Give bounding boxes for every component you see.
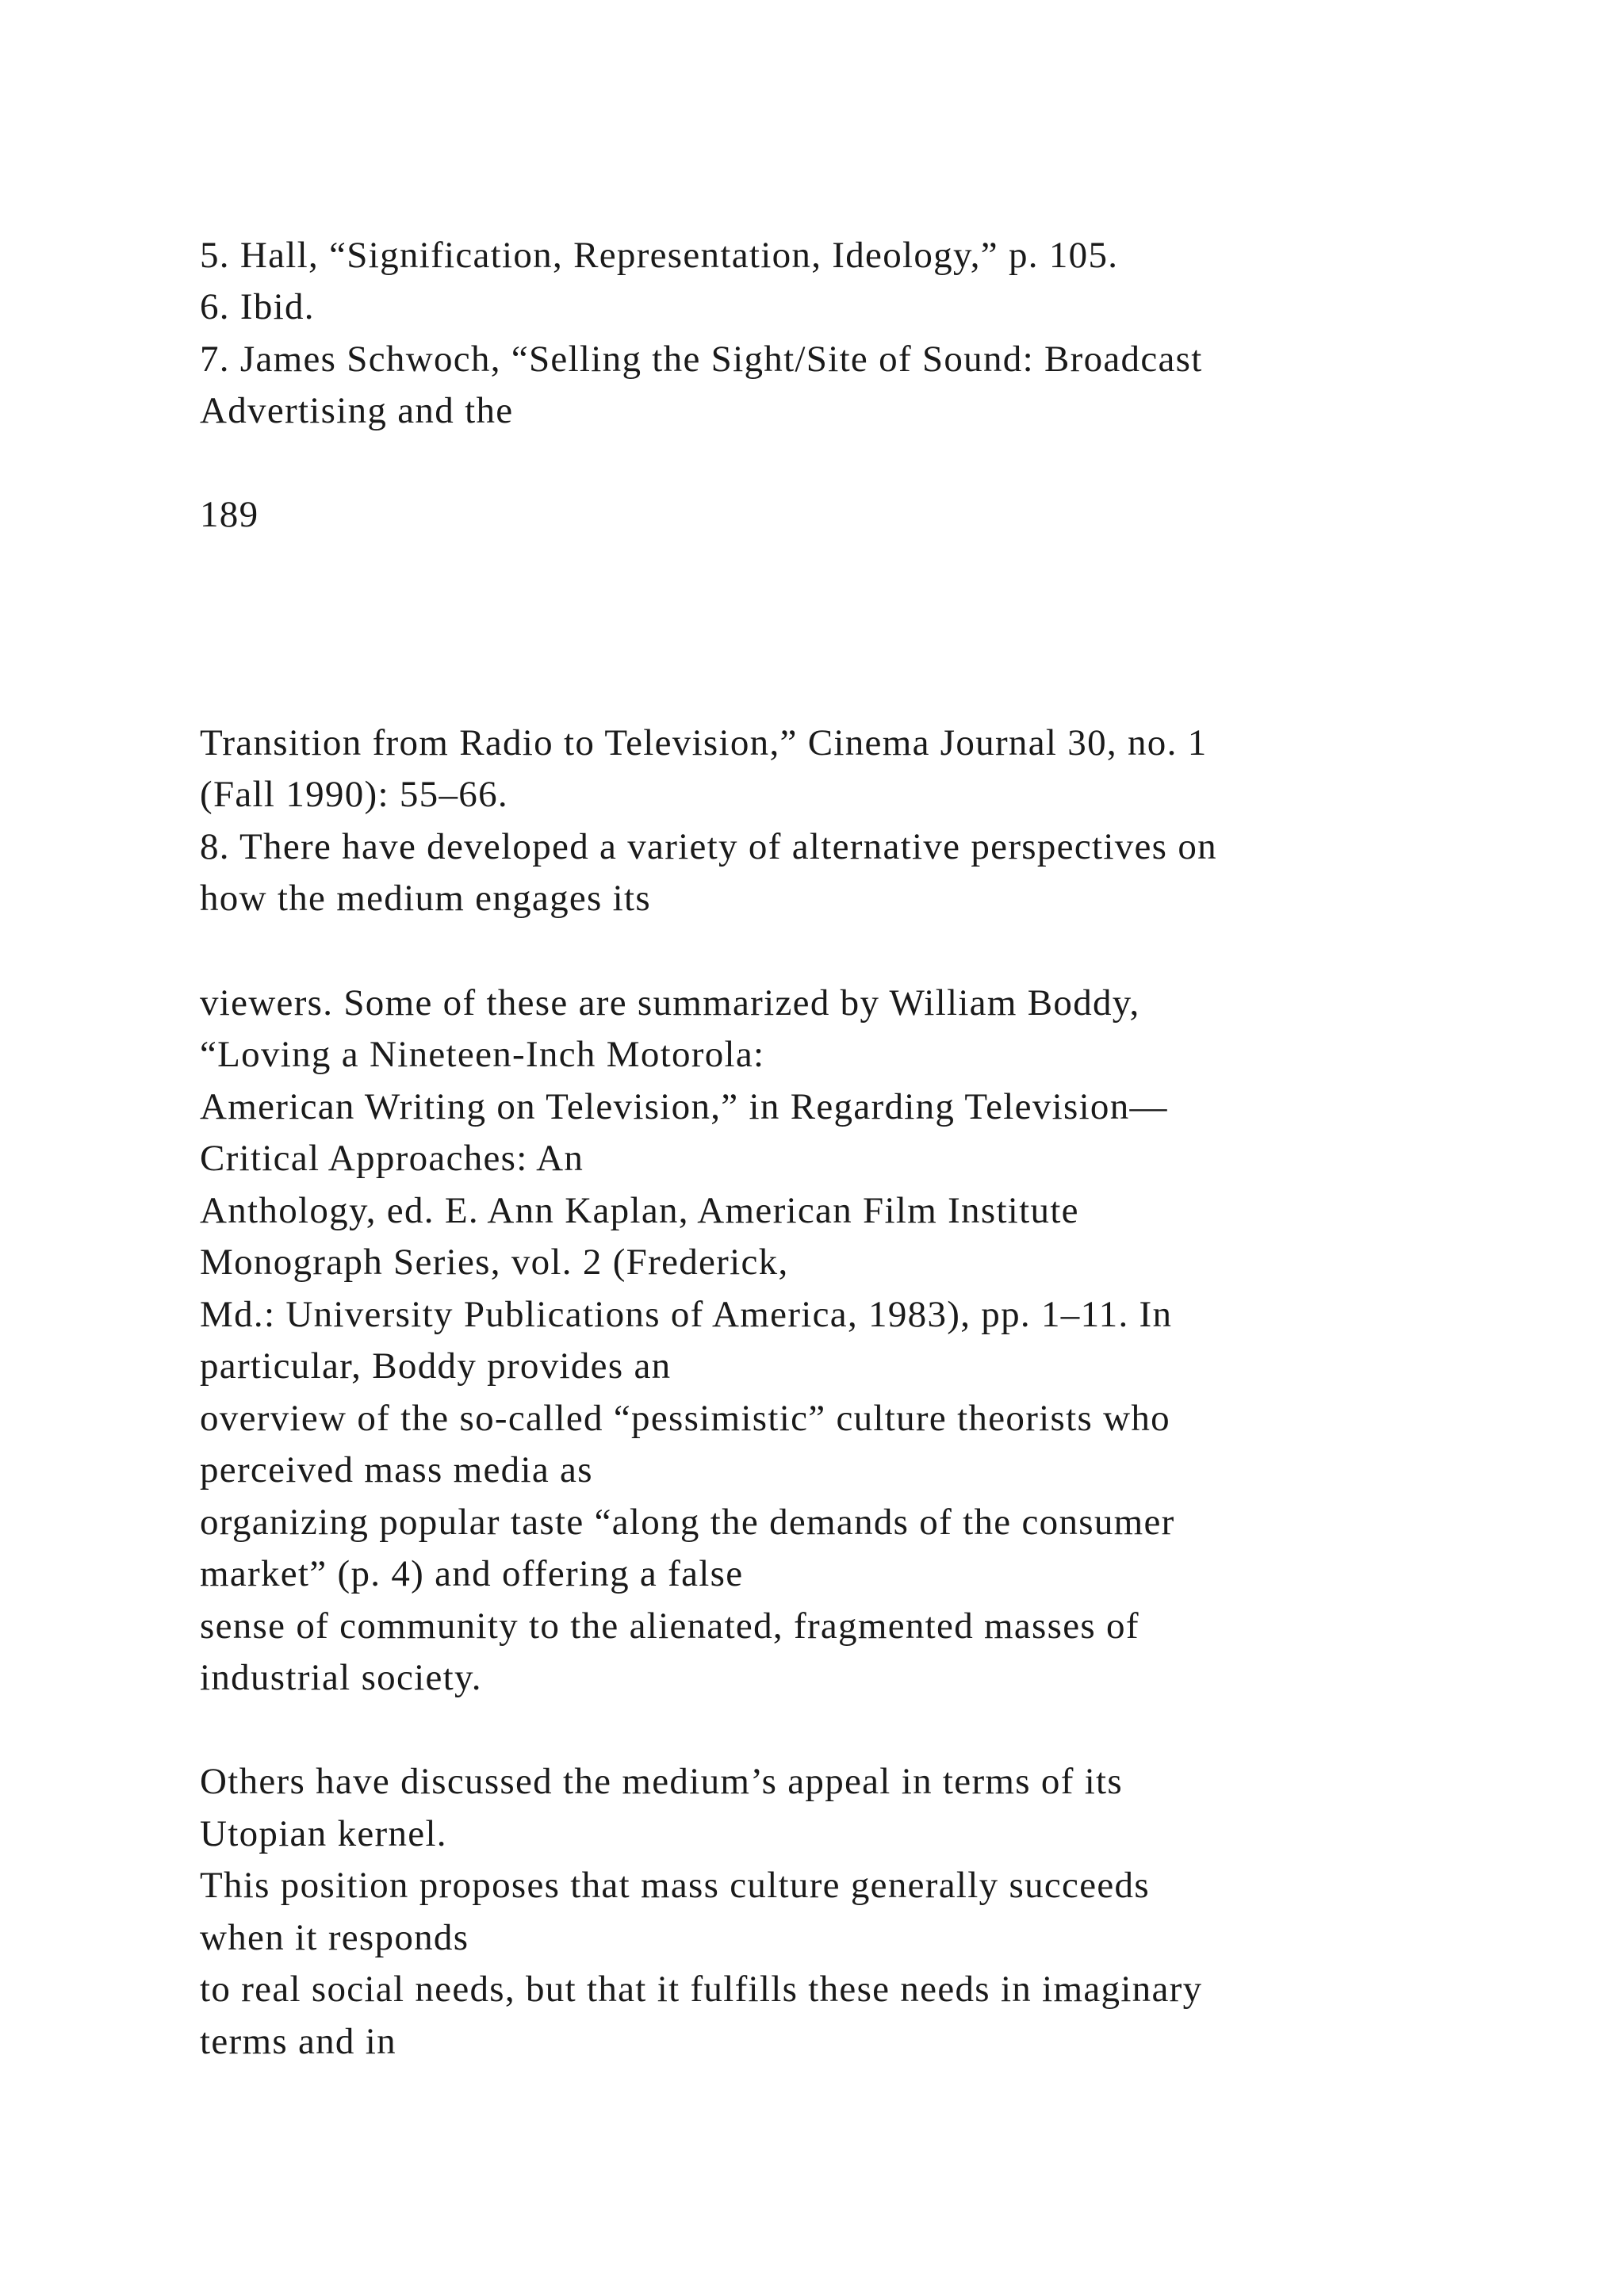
text-line: overview of the so-called “pessimistic” culture theorists who: [200, 1398, 1170, 1439]
text-line: terms and in: [200, 2021, 396, 2062]
text-line: Critical Approaches: An: [200, 1138, 584, 1179]
text-line: sense of community to the alienated, fragmented masses of: [200, 1605, 1139, 1647]
text-line: 6. Ibid.: [200, 286, 315, 327]
text-line: “Loving a Nineteen-Inch Motorola:: [200, 1034, 765, 1075]
text-line: American Writing on Television,” in Regarding Television—: [200, 1086, 1168, 1127]
text-line: perceived mass media as: [200, 1449, 593, 1490]
text-line: Anthology, ed. E. Ann Kaplan, American Film Institute: [200, 1190, 1079, 1231]
text-line: how the medium engages its: [200, 878, 651, 919]
text-line: Monograph Series, vol. 2 (Frederick,: [200, 1242, 789, 1283]
page-number: 189: [200, 494, 259, 535]
text-line: This position proposes that mass culture generally succeeds: [200, 1865, 1150, 1906]
text-line: 5. Hall, “Signification, Representation, Ideology,” p. 105.: [200, 235, 1119, 276]
text-line: to real social needs, but that it fulfills these needs in imaginary: [200, 1969, 1203, 2010]
text-line: 7. James Schwoch, “Selling the Sight/Site of Sound: Broadcast: [200, 339, 1203, 380]
text-line: Md.: University Publications of America, 1983), pp. 1–11. In: [200, 1294, 1173, 1335]
text-line: (Fall 1990): 55–66.: [200, 774, 508, 815]
text-line: industrial society.: [200, 1657, 482, 1698]
text-line: Others have discussed the medium’s appeal in terms of its: [200, 1761, 1124, 1802]
text-line: organizing popular taste “along the demands of the consumer: [200, 1502, 1175, 1543]
text-line: market” (p. 4) and offering a false: [200, 1553, 744, 1594]
text-line: 8. There have developed a variety of alternative perspectives on: [200, 826, 1217, 867]
text-line: Utopian kernel.: [200, 1813, 447, 1854]
text-line: when it responds: [200, 1917, 469, 1958]
text-line: particular, Boddy provides an: [200, 1345, 672, 1387]
text-line: Advertising and the: [200, 390, 514, 431]
text-line: viewers. Some of these are summarized by William Boddy,: [200, 982, 1140, 1024]
text-line: Transition from Radio to Television,” Cinema Journal 30, no. 1: [200, 722, 1208, 763]
